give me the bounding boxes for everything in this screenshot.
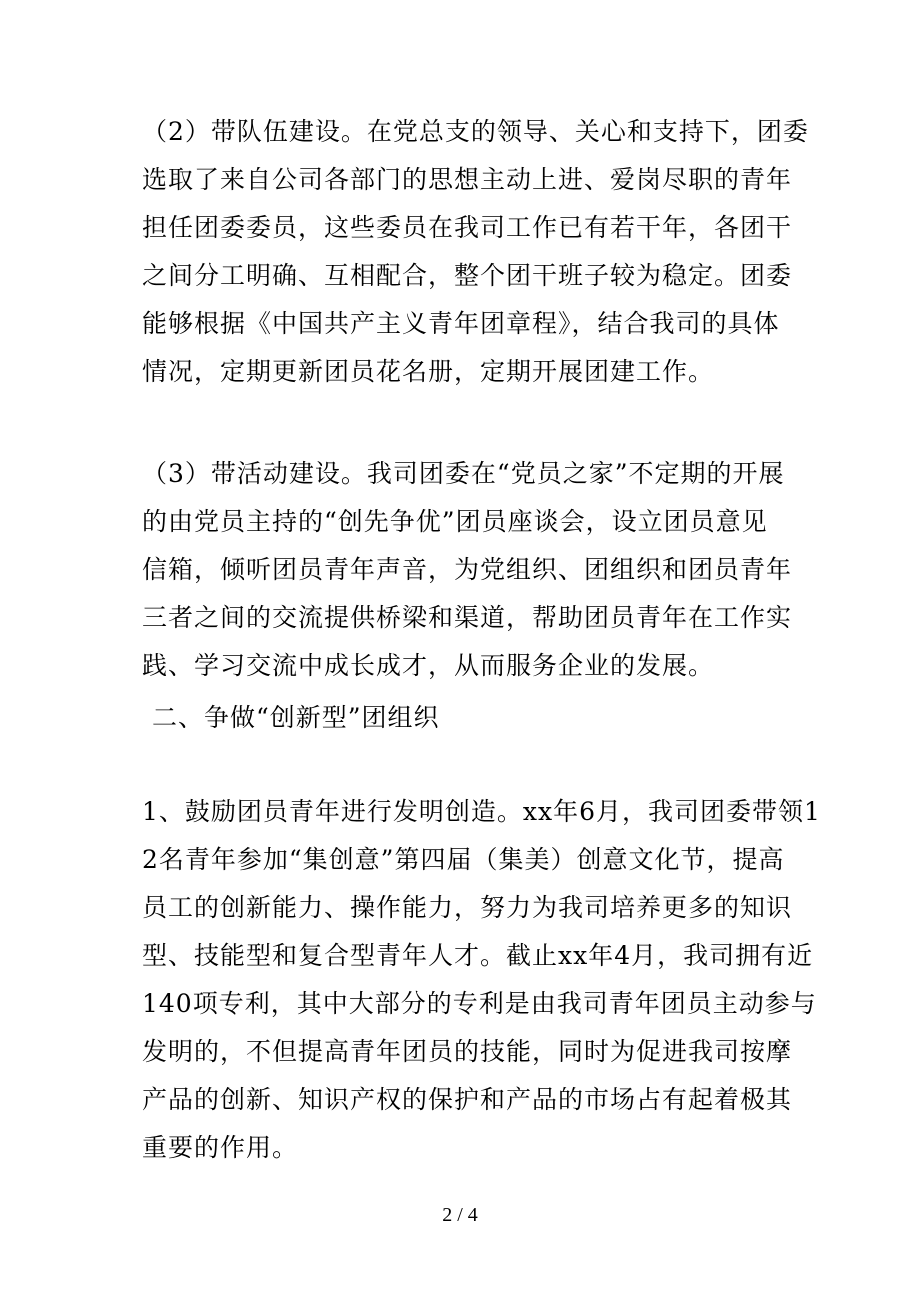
text-line: 担任团委委员，这些委员在我司工作已有若干年，各团干 — [142, 213, 793, 242]
paragraph-team-building — [142, 108, 809, 396]
text-line: 能够根据《中国共产主义青年团章程》，结合我司的具体 — [142, 309, 780, 338]
text-line: 之间分工明确、互相配合，整个团干班子较为稳定。团委 — [142, 261, 793, 290]
text-line: 产品的创新、知识产权的保护和产品的市场占有起着极其 — [142, 1085, 793, 1114]
text-line: 选取了来自公司各部门的思想主动上进、爱岗尽职的青年 — [142, 165, 793, 194]
text-line: 践、学习交流中成长成才，从而服务企业的发展。 — [142, 651, 715, 680]
text-line: 发明的，不但提高青年团员的技能，同时为促进我司按摩 — [142, 1037, 793, 1066]
text-line: 型、技能型和复合型青年人才。截止xx年4月，我司拥有近 — [142, 941, 814, 970]
text-line: 三者之间的交流提供桥梁和渠道，帮助团员青年在工作实 — [142, 603, 793, 632]
text-line: 的由党员主持的“创先争优”团员座谈会，设立团员意见 — [142, 507, 768, 536]
section-heading: 二、争做“创新型”团组织 — [152, 703, 440, 732]
page-number: 2 / 4 — [442, 1204, 478, 1226]
text-line: 重要的作用。 — [142, 1133, 299, 1162]
paragraph-innovation — [142, 788, 821, 1172]
text-line: （3）带活动建设。我司团委在“党员之家”不定期的开展 — [142, 459, 785, 488]
text-line: 情况，定期更新团员花名册，定期开展团建工作。 — [142, 357, 715, 386]
text-line: （2）带队伍建设。在党总支的领导、关心和支持下，团委 — [142, 117, 809, 146]
text-line: 140项专利，其中大部分的专利是由我司青年团员主动参与 — [142, 989, 817, 1018]
text-line: 信箱，倾听团员青年声音，为党组织、团组织和团员青年 — [142, 555, 793, 584]
text-line: 1、鼓励团员青年进行发明创造。xx年6月，我司团委带领1 — [142, 797, 821, 826]
text-line: 员工的创新能力、操作能力，努力为我司培养更多的知识 — [142, 893, 793, 922]
paragraph-activity-building — [142, 450, 793, 690]
text-line: 2名青年参加“集创意”第四届（集美）创意文化节，提高 — [142, 845, 785, 874]
